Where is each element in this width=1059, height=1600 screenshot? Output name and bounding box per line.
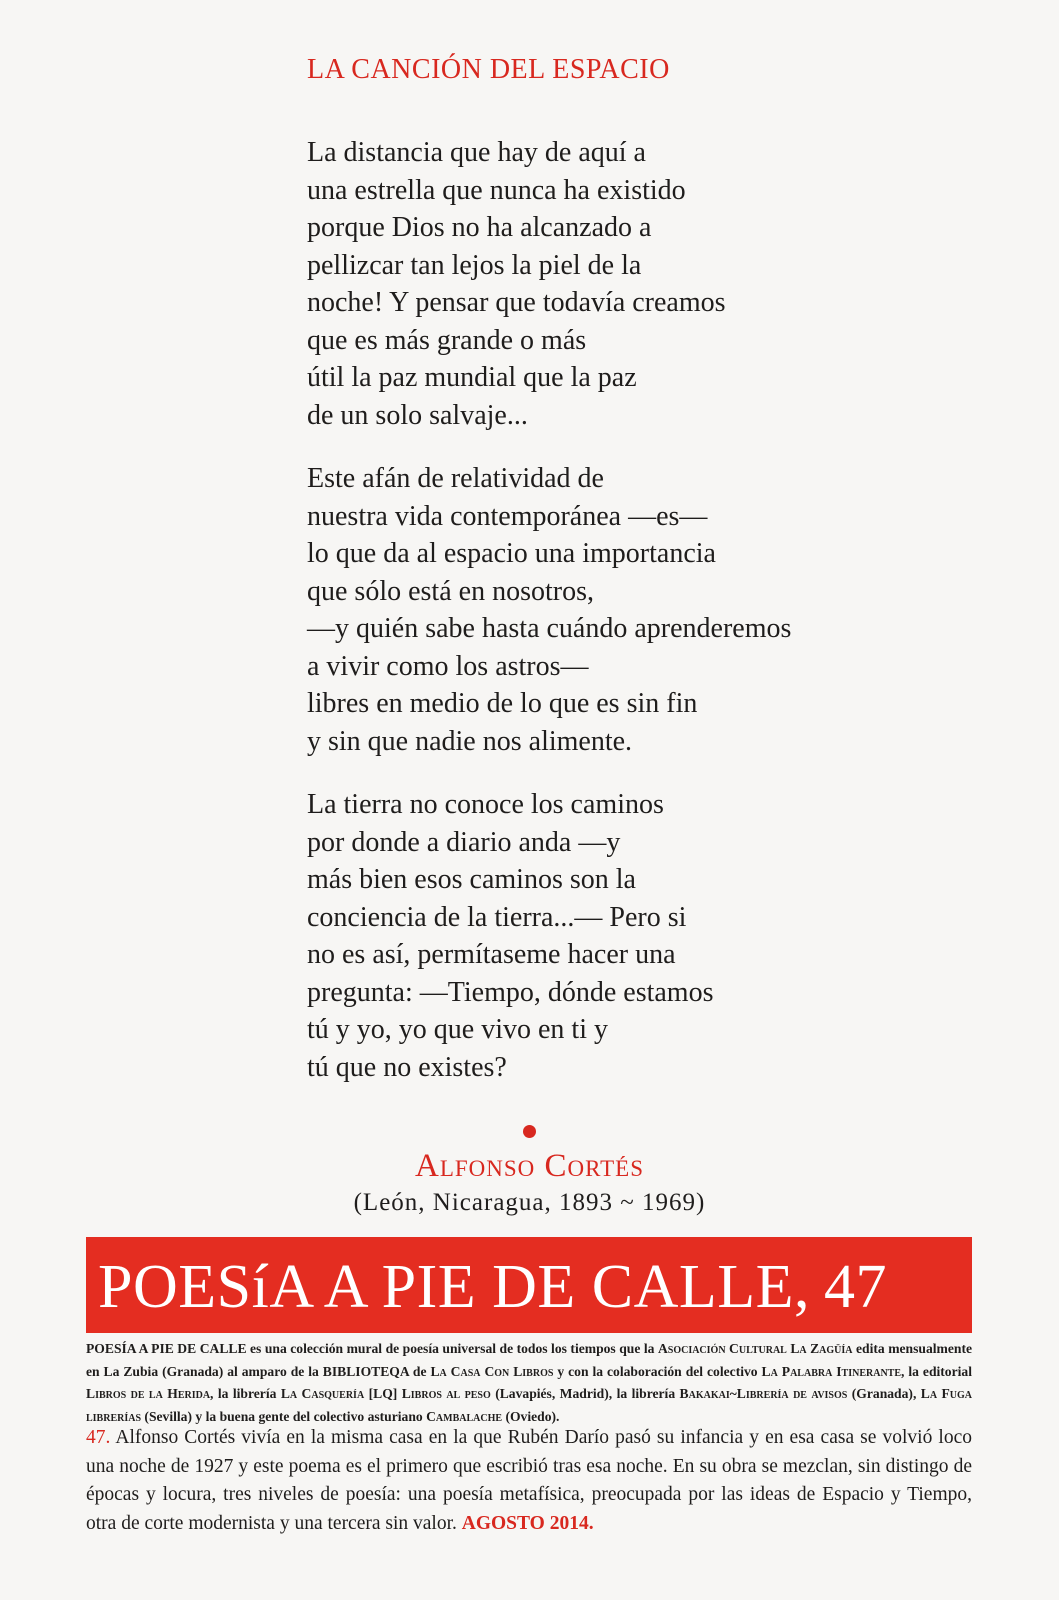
bullet-dot-icon bbox=[523, 1125, 536, 1138]
author-name: Alfonso Cortés bbox=[414, 1148, 644, 1184]
colophon-text: (Lavapiés, Madrid), la librería bbox=[490, 1386, 680, 1401]
poem-line: noche! Y pensar que todavía creamos bbox=[307, 287, 726, 318]
colophon-text: y con la colaboración del colectivo bbox=[553, 1363, 762, 1379]
colophon-cambalache: Cambalache bbox=[426, 1408, 503, 1424]
poem-line: a vivir como los astros— bbox=[307, 650, 589, 682]
stanza-3 bbox=[307, 786, 1007, 1086]
poem bbox=[307, 48, 1007, 1112]
colophon-series-name: POESÍA A PIE DE CALLE bbox=[86, 1341, 247, 1356]
poem-title: LA CANCIÓN DEL ESPACIO bbox=[307, 54, 670, 85]
colophon-libros-al-peso: Libros al peso bbox=[401, 1386, 491, 1401]
author-origin: (León, Nicaragua, 1893 ~ 1969) bbox=[353, 1189, 706, 1216]
colophon-text: , la editorial bbox=[901, 1363, 972, 1379]
colophon-text: (Granada), bbox=[847, 1386, 921, 1401]
colophon-bakakai: Bakakai~Librería de avisos bbox=[679, 1386, 848, 1401]
edition-number: 47. bbox=[86, 1427, 111, 1448]
poem-line: no es así, permítaseme hacer una bbox=[307, 939, 676, 970]
colophon-text: [LQ] bbox=[364, 1386, 402, 1401]
colophon-la-fuga: La Fuga librerías bbox=[86, 1386, 973, 1424]
poem-line: La distancia que hay de aquí a bbox=[307, 137, 646, 168]
colophon-text: edita mensualmente en La Zubia (Granada) al amparo de la BIBLIOTEQA de bbox=[86, 1341, 973, 1379]
poem-line: —y quién sabe hasta cuándo aprenderemos bbox=[307, 613, 792, 644]
series-banner bbox=[86, 1237, 972, 1333]
colophon-casqueria: La Casquería bbox=[280, 1386, 365, 1401]
colophon-text: es una colección mural de poesía universal de todos los tiempos que la bbox=[246, 1341, 658, 1356]
stanza-2 bbox=[307, 460, 1007, 760]
banner-number: 47 bbox=[824, 1253, 888, 1321]
colophon-text: (Sevilla) y la buena gente del colectivo asturiano bbox=[141, 1408, 427, 1424]
colophon-casa-con-libros: La Casa Con Libros bbox=[430, 1363, 554, 1379]
poem-line: tú que no existes? bbox=[307, 1051, 507, 1083]
poem-line: pregunta: —Tiempo, dónde estamos bbox=[307, 976, 714, 1008]
edition-date: AGOSTO 2014. bbox=[461, 1512, 594, 1534]
poem-line: nuestra vida contemporánea —es— bbox=[307, 500, 708, 532]
poem-line: pellizcar tan lejos la piel de la bbox=[307, 249, 642, 281]
poem-line: La tierra no conoce los caminos bbox=[307, 789, 664, 820]
poem-line: por donde a diario anda —y bbox=[307, 826, 621, 858]
colophon-palabra-itinerante: La Palabra Itinerante bbox=[761, 1363, 902, 1379]
colophon bbox=[86, 1338, 972, 1428]
poem-line: Este afán de relatividad de bbox=[307, 463, 604, 494]
poem-line: más bien esos caminos son la bbox=[307, 864, 636, 895]
banner-title: POESíA A PIE DE CALLE, bbox=[98, 1253, 811, 1321]
poem-line: y sin que nadie nos alimente. bbox=[307, 725, 633, 757]
poem-line: lo que da al espacio una importancia bbox=[307, 538, 716, 569]
poem-line: porque Dios no ha alcanzado a bbox=[307, 212, 652, 243]
colophon-text: (Oviedo). bbox=[502, 1408, 560, 1424]
poem-line: libres en medio de lo que es sin fin bbox=[307, 688, 698, 719]
colophon-libros-herida: Libros de la Herida bbox=[86, 1386, 211, 1401]
colophon-text: , la librería bbox=[210, 1386, 281, 1401]
poem-line: que es más grande o más bbox=[307, 324, 587, 356]
edition-note-text: Alfonso Cortés vivía en la misma casa en la que Rubén Darío pasó su infancia y en esa casa se volvió loco una noche de 1927 y este poema es el primero que escribió tras esa noche. En su obra se mezclan, sin distingo de épocas y locura, tres niveles de poesía: una poesía metafísica, preocupada por las ideas de Espacio y Tiempo, otra de corte modernista y una tercera sin valor. bbox=[86, 1427, 972, 1534]
poem-line: conciencia de la tierra...— Pero si bbox=[307, 901, 687, 933]
poem-line: que sólo está en nosotros, bbox=[307, 575, 594, 607]
poem-line: una estrella que nunca ha existido bbox=[307, 174, 686, 206]
author-block bbox=[0, 1125, 1059, 1220]
poem-line: de un solo salvaje... bbox=[307, 399, 528, 431]
stanza-1 bbox=[307, 134, 1007, 434]
poem-line: tú y yo, yo que vivo en ti y bbox=[307, 1014, 608, 1045]
poem-line: útil la paz mundial que la paz bbox=[307, 362, 637, 393]
edition-note bbox=[86, 1424, 972, 1538]
colophon-association: Asociación Cultural La Zagüía bbox=[657, 1341, 853, 1356]
